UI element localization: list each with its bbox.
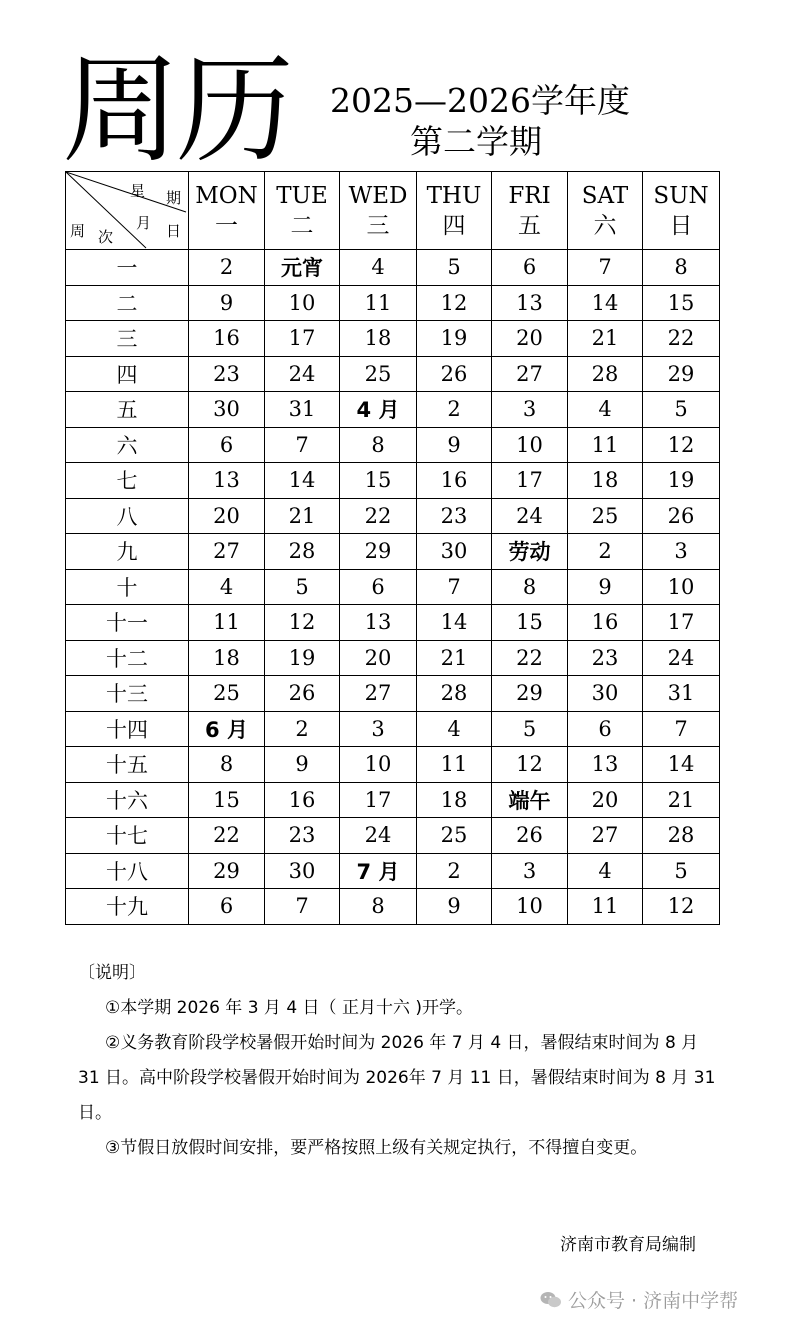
day-cell: 11 — [417, 747, 492, 783]
corner-label-month: 月 — [136, 214, 152, 232]
corner-label-week: 周 — [70, 222, 86, 240]
table-row — [66, 321, 720, 357]
day-cell: 16 — [568, 605, 643, 641]
week-number: 六 — [66, 427, 189, 463]
corner-label-xing: 星 — [130, 182, 146, 200]
table-row — [66, 356, 720, 392]
week-number: 十二 — [66, 640, 189, 676]
day-cell: 15 — [643, 285, 720, 321]
corner-cell — [66, 172, 189, 250]
day-cell: 10 — [643, 569, 720, 605]
day-cell: 16 — [417, 463, 492, 499]
day-cell: 5 — [643, 853, 720, 889]
day-cell: 27 — [189, 534, 265, 570]
day-cell: 元宵 — [265, 250, 340, 286]
day-cell: 4 — [189, 569, 265, 605]
table-row — [66, 285, 720, 321]
table-row — [66, 747, 720, 783]
day-cell: 24 — [340, 818, 417, 854]
day-cell: 30 — [189, 392, 265, 428]
day-cell: 14 — [568, 285, 643, 321]
day-header: WED 三 — [340, 172, 417, 250]
week-number: 十九 — [66, 889, 189, 925]
day-cell: 21 — [417, 640, 492, 676]
day-cell: 25 — [568, 498, 643, 534]
week-number: 十一 — [66, 605, 189, 641]
day-header: MON 一 — [189, 172, 265, 250]
day-cell: 2 — [417, 392, 492, 428]
day-cell: 21 — [265, 498, 340, 534]
note-3: ③节假日放假时间安排，要严格按照上级有关规定执行，不得擅自变更。 — [105, 1138, 648, 1158]
day-cell: 端午 — [492, 782, 568, 818]
day-cell: 16 — [189, 321, 265, 357]
day-cell: 25 — [340, 356, 417, 392]
day-cell: 28 — [568, 356, 643, 392]
week-number: 十六 — [66, 782, 189, 818]
day-cell: 19 — [417, 321, 492, 357]
day-cell: 22 — [492, 640, 568, 676]
day-cell: 22 — [643, 321, 720, 357]
day-cell: 8 — [340, 427, 417, 463]
calendar-body — [66, 250, 720, 925]
week-number: 三 — [66, 321, 189, 357]
day-cell: 27 — [340, 676, 417, 712]
day-cell: 4 月 — [340, 392, 417, 428]
day-cell: 7 — [265, 889, 340, 925]
day-cell: 25 — [417, 818, 492, 854]
day-cell: 2 — [568, 534, 643, 570]
week-number: 十八 — [66, 853, 189, 889]
day-cell: 4 — [568, 392, 643, 428]
day-header: SUN 日 — [643, 172, 720, 250]
day-cell: 2 — [189, 250, 265, 286]
day-cell: 29 — [643, 356, 720, 392]
day-cell: 9 — [417, 427, 492, 463]
day-cell: 7 — [265, 427, 340, 463]
table-row — [66, 782, 720, 818]
day-cell: 23 — [417, 498, 492, 534]
day-cell: 28 — [265, 534, 340, 570]
day-cell: 18 — [189, 640, 265, 676]
watermark-label: 公众号 · 济南中学帮 — [568, 1290, 739, 1312]
day-cell: 23 — [568, 640, 643, 676]
day-cell: 12 — [492, 747, 568, 783]
day-cell: 17 — [643, 605, 720, 641]
day-cell: 27 — [568, 818, 643, 854]
week-number: 十 — [66, 569, 189, 605]
day-cell: 9 — [568, 569, 643, 605]
table-row — [66, 640, 720, 676]
day-cell: 4 — [340, 250, 417, 286]
day-cell: 31 — [643, 676, 720, 712]
day-cell: 20 — [189, 498, 265, 534]
day-cell: 17 — [492, 463, 568, 499]
corner-label-count: 次 — [98, 228, 114, 246]
day-cell: 18 — [417, 782, 492, 818]
day-cell: 3 — [492, 392, 568, 428]
day-cell: 28 — [643, 818, 720, 854]
day-cell: 29 — [340, 534, 417, 570]
watermark — [540, 1286, 738, 1313]
table-row — [66, 711, 720, 747]
table-row — [66, 463, 720, 499]
day-cell: 10 — [492, 427, 568, 463]
day-cell: 劳动 — [492, 534, 568, 570]
day-cell: 7 — [643, 711, 720, 747]
day-header: THU 四 — [417, 172, 492, 250]
table-row — [66, 889, 720, 925]
day-cell: 7 月 — [340, 853, 417, 889]
week-number: 五 — [66, 392, 189, 428]
day-cell: 5 — [265, 569, 340, 605]
table-row — [66, 605, 720, 641]
day-cell: 26 — [492, 818, 568, 854]
day-cell: 24 — [643, 640, 720, 676]
table-row — [66, 569, 720, 605]
day-cell: 31 — [265, 392, 340, 428]
day-cell: 26 — [265, 676, 340, 712]
week-number: 一 — [66, 250, 189, 286]
day-cell: 11 — [568, 889, 643, 925]
day-cell: 23 — [265, 818, 340, 854]
day-cell: 6 — [340, 569, 417, 605]
title-term: 第二学期 — [410, 122, 542, 161]
day-cell: 6 — [492, 250, 568, 286]
day-cell: 21 — [568, 321, 643, 357]
day-header: TUE 二 — [265, 172, 340, 250]
note-1: ①本学期 2026 年 3 月 4 日（ 正月十六 )开学。 — [105, 998, 473, 1018]
day-cell: 15 — [492, 605, 568, 641]
day-cell: 6 — [189, 889, 265, 925]
day-cell: 16 — [265, 782, 340, 818]
day-cell: 10 — [265, 285, 340, 321]
table-row — [66, 498, 720, 534]
week-number: 二 — [66, 285, 189, 321]
day-cell: 27 — [492, 356, 568, 392]
day-cell: 13 — [492, 285, 568, 321]
notes-section — [78, 956, 718, 1166]
day-cell: 22 — [189, 818, 265, 854]
day-cell: 12 — [643, 427, 720, 463]
note-2: ②义务教育阶段学校暑假开始时间为 2026 年 7 月 4 日，暑假结束时间为 8 月 31 日。高中阶段学校暑假开始时间为 2026年 7 月 11 日，暑假结束时间为 8 月 31 日。 — [78, 1033, 716, 1123]
day-cell: 11 — [340, 285, 417, 321]
day-cell: 24 — [265, 356, 340, 392]
week-number: 十三 — [66, 676, 189, 712]
day-cell: 6 — [189, 427, 265, 463]
day-cell: 29 — [492, 676, 568, 712]
day-header: SAT 六 — [568, 172, 643, 250]
week-number: 八 — [66, 498, 189, 534]
day-cell: 21 — [643, 782, 720, 818]
big-title: 周历 — [62, 41, 291, 179]
day-cell: 14 — [417, 605, 492, 641]
table-row — [66, 534, 720, 570]
day-cell: 4 — [568, 853, 643, 889]
day-cell: 24 — [492, 498, 568, 534]
day-cell: 9 — [417, 889, 492, 925]
day-cell: 8 — [492, 569, 568, 605]
day-cell: 12 — [417, 285, 492, 321]
day-cell: 6 — [568, 711, 643, 747]
day-cell: 10 — [492, 889, 568, 925]
day-cell: 14 — [643, 747, 720, 783]
day-cell: 15 — [189, 782, 265, 818]
day-header: FRI 五 — [492, 172, 568, 250]
day-cell: 8 — [643, 250, 720, 286]
day-cell: 7 — [568, 250, 643, 286]
day-cell: 2 — [417, 853, 492, 889]
publisher: 济南市教育局编制 — [560, 1235, 696, 1255]
day-cell: 15 — [340, 463, 417, 499]
week-number: 九 — [66, 534, 189, 570]
day-cell: 12 — [643, 889, 720, 925]
week-number: 七 — [66, 463, 189, 499]
day-cell: 23 — [189, 356, 265, 392]
day-cell: 30 — [265, 853, 340, 889]
day-cell: 18 — [568, 463, 643, 499]
table-row — [66, 427, 720, 463]
week-number: 十四 — [66, 711, 189, 747]
week-number: 十五 — [66, 747, 189, 783]
day-cell: 11 — [189, 605, 265, 641]
day-cell: 13 — [568, 747, 643, 783]
day-cell: 26 — [643, 498, 720, 534]
day-cell: 6 月 — [189, 711, 265, 747]
day-cell: 19 — [643, 463, 720, 499]
table-row — [66, 676, 720, 712]
day-cell: 26 — [417, 356, 492, 392]
wechat-icon — [540, 1291, 562, 1309]
day-cell: 29 — [189, 853, 265, 889]
day-cell: 9 — [265, 747, 340, 783]
corner-label-day: 日 — [166, 222, 182, 240]
day-cell: 28 — [417, 676, 492, 712]
table-row — [66, 853, 720, 889]
day-cell: 5 — [492, 711, 568, 747]
day-cell: 17 — [265, 321, 340, 357]
day-cell: 18 — [340, 321, 417, 357]
day-cell: 11 — [568, 427, 643, 463]
day-cell: 8 — [340, 889, 417, 925]
corner-label-qi: 期 — [166, 189, 182, 207]
day-cell: 8 — [189, 747, 265, 783]
notes-heading: 〔说明〕 — [78, 963, 146, 983]
day-cell: 4 — [417, 711, 492, 747]
day-cell: 17 — [340, 782, 417, 818]
day-cell: 7 — [417, 569, 492, 605]
day-cell: 12 — [265, 605, 340, 641]
day-cell: 20 — [568, 782, 643, 818]
day-cell: 25 — [189, 676, 265, 712]
day-cell: 30 — [568, 676, 643, 712]
day-cell: 13 — [189, 463, 265, 499]
day-cell: 9 — [189, 285, 265, 321]
header-row — [66, 172, 720, 250]
week-number: 十七 — [66, 818, 189, 854]
table-row — [66, 818, 720, 854]
day-cell: 20 — [340, 640, 417, 676]
day-cell: 13 — [340, 605, 417, 641]
table-row — [66, 392, 720, 428]
day-cell: 2 — [265, 711, 340, 747]
day-cell: 10 — [340, 747, 417, 783]
day-cell: 3 — [340, 711, 417, 747]
day-cell: 19 — [265, 640, 340, 676]
week-calendar-table — [65, 171, 720, 925]
title-year: 2025—2026学年度 — [330, 81, 630, 120]
table-row — [66, 250, 720, 286]
week-number: 四 — [66, 356, 189, 392]
day-cell: 3 — [492, 853, 568, 889]
day-cell: 22 — [340, 498, 417, 534]
day-cell: 5 — [643, 392, 720, 428]
day-cell: 30 — [417, 534, 492, 570]
day-cell: 5 — [417, 250, 492, 286]
day-cell: 3 — [643, 534, 720, 570]
day-cell: 14 — [265, 463, 340, 499]
day-cell: 20 — [492, 321, 568, 357]
